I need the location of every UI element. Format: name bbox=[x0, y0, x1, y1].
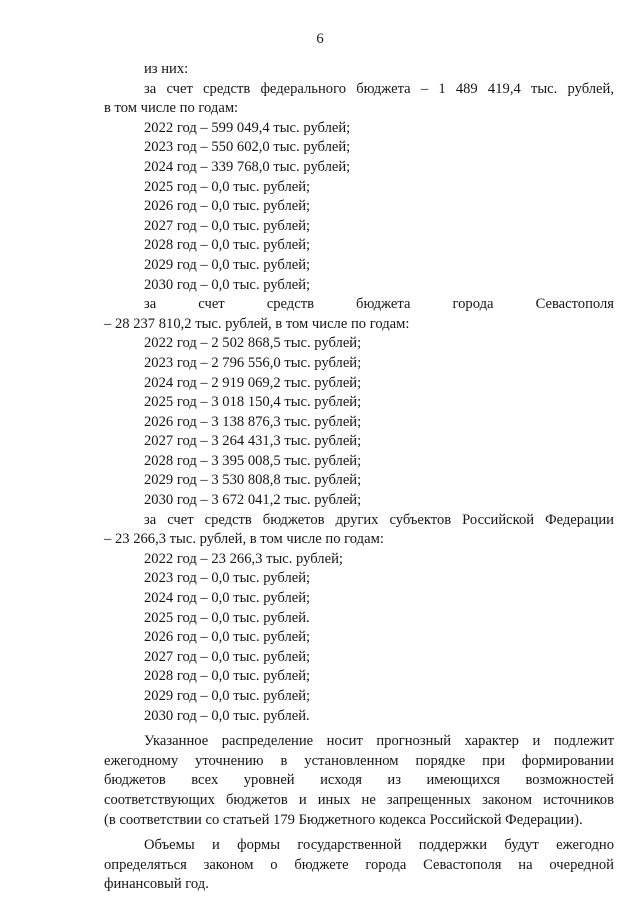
distribution-line-4: соответствующих бюджетов и иных не запрещенных законом источников bbox=[104, 791, 614, 808]
other-year-2023: 2023 год – 0,0 тыс. рублей; bbox=[144, 570, 311, 587]
federal-year-2029: 2029 год – 0,0 тыс. рублей; bbox=[144, 256, 311, 273]
document-body bbox=[104, 60, 614, 895]
other-year-2030: 2030 год – 0,0 тыс. рублей. bbox=[144, 707, 310, 724]
other-subjects-block bbox=[104, 511, 614, 727]
distribution-paragraph bbox=[104, 732, 614, 830]
federal-subheading-line: в том числе по годам: bbox=[104, 100, 239, 117]
support-line-2: определяться законом о бюджете города Севастополя на очередной bbox=[104, 856, 614, 873]
city-year-2026: 2026 год – 3 138 876,3 тыс. рублей; bbox=[144, 413, 362, 430]
other-heading-line: за счет средств бюджетов других субъектов Российской Федерации bbox=[144, 511, 614, 528]
city-year-2025: 2025 год – 3 018 150,4 тыс. рублей; bbox=[144, 394, 362, 411]
city-year-2023: 2023 год – 2 796 556,0 тыс. рублей; bbox=[144, 354, 362, 371]
distribution-line-3: бюджетов всех уровней исходя из имеющихся возможностей bbox=[104, 772, 614, 789]
city-subheading-line: – 28 237 810,2 тыс. рублей, в том числе по годам: bbox=[104, 315, 410, 332]
other-year-2028: 2028 год – 0,0 тыс. рублей; bbox=[144, 668, 311, 685]
support-line-3: финансовый год. bbox=[104, 876, 209, 893]
federal-year-2026: 2026 год – 0,0 тыс. рублей; bbox=[144, 198, 311, 215]
page-number: 6 bbox=[316, 31, 324, 47]
other-year-2029: 2029 год – 0,0 тыс. рублей; bbox=[144, 688, 311, 704]
federal-budget-block bbox=[104, 80, 614, 296]
other-year-2026: 2026 год – 0,0 тыс. рублей; bbox=[144, 629, 311, 646]
intro-line: из них: bbox=[144, 61, 189, 77]
city-year-2028: 2028 год – 3 395 008,5 тыс. рублей; bbox=[144, 452, 362, 469]
city-year-2022: 2022 год – 2 502 868,5 тыс. рублей; bbox=[144, 335, 362, 352]
federal-year-2028: 2028 год – 0,0 тыс. рублей; bbox=[144, 237, 311, 254]
federal-heading-line: за счет средств федерального бюджета – 1 489 419,4 тыс. рублей, bbox=[144, 80, 614, 97]
city-year-2029: 2029 год – 3 530 808,8 тыс. рублей; bbox=[144, 472, 362, 489]
city-heading-line: за счет средств бюджета города Севастополя bbox=[144, 296, 614, 313]
federal-year-2025: 2025 год – 0,0 тыс. рублей; bbox=[144, 178, 311, 195]
distribution-line-2: ежегодному уточнению в установленном порядке при формировании bbox=[104, 752, 614, 769]
other-year-2027: 2027 год – 0,0 тыс. рублей; bbox=[144, 648, 311, 665]
federal-year-2030: 2030 год – 0,0 тыс. рублей; bbox=[144, 276, 311, 293]
support-line-1: Объемы и формы государственной поддержки будут ежегодно bbox=[144, 837, 614, 854]
city-year-2024: 2024 год – 2 919 069,2 тыс. рублей; bbox=[144, 374, 362, 391]
distribution-line-5: (в соответствии со статьей 179 Бюджетного кодекса Российской Федерации). bbox=[104, 811, 583, 828]
federal-year-2024: 2024 год – 339 768,0 тыс. рублей; bbox=[144, 158, 351, 175]
federal-year-2027: 2027 год – 0,0 тыс. рублей; bbox=[144, 217, 311, 234]
federal-year-2022: 2022 год – 599 049,4 тыс. рублей; bbox=[144, 119, 351, 136]
other-year-2022: 2022 год – 23 266,3 тыс. рублей; bbox=[144, 550, 343, 567]
other-year-2024: 2024 год – 0,0 тыс. рублей; bbox=[144, 590, 311, 607]
city-year-2030: 2030 год – 3 672 041,2 тыс. рублей; bbox=[144, 492, 362, 509]
support-paragraph bbox=[104, 836, 614, 895]
distribution-line-1: Указанное распределение носит прогнозный характер и подлежит bbox=[144, 733, 614, 750]
city-year-2027: 2027 год – 3 264 431,3 тыс. рублей; bbox=[144, 433, 362, 450]
federal-year-2023: 2023 год – 550 602,0 тыс. рублей; bbox=[144, 139, 351, 156]
other-year-2025: 2025 год – 0,0 тыс. рублей. bbox=[144, 609, 310, 626]
other-subheading-line: – 23 266,3 тыс. рублей, в том числе по годам: bbox=[104, 531, 384, 548]
city-budget-block bbox=[104, 295, 614, 511]
